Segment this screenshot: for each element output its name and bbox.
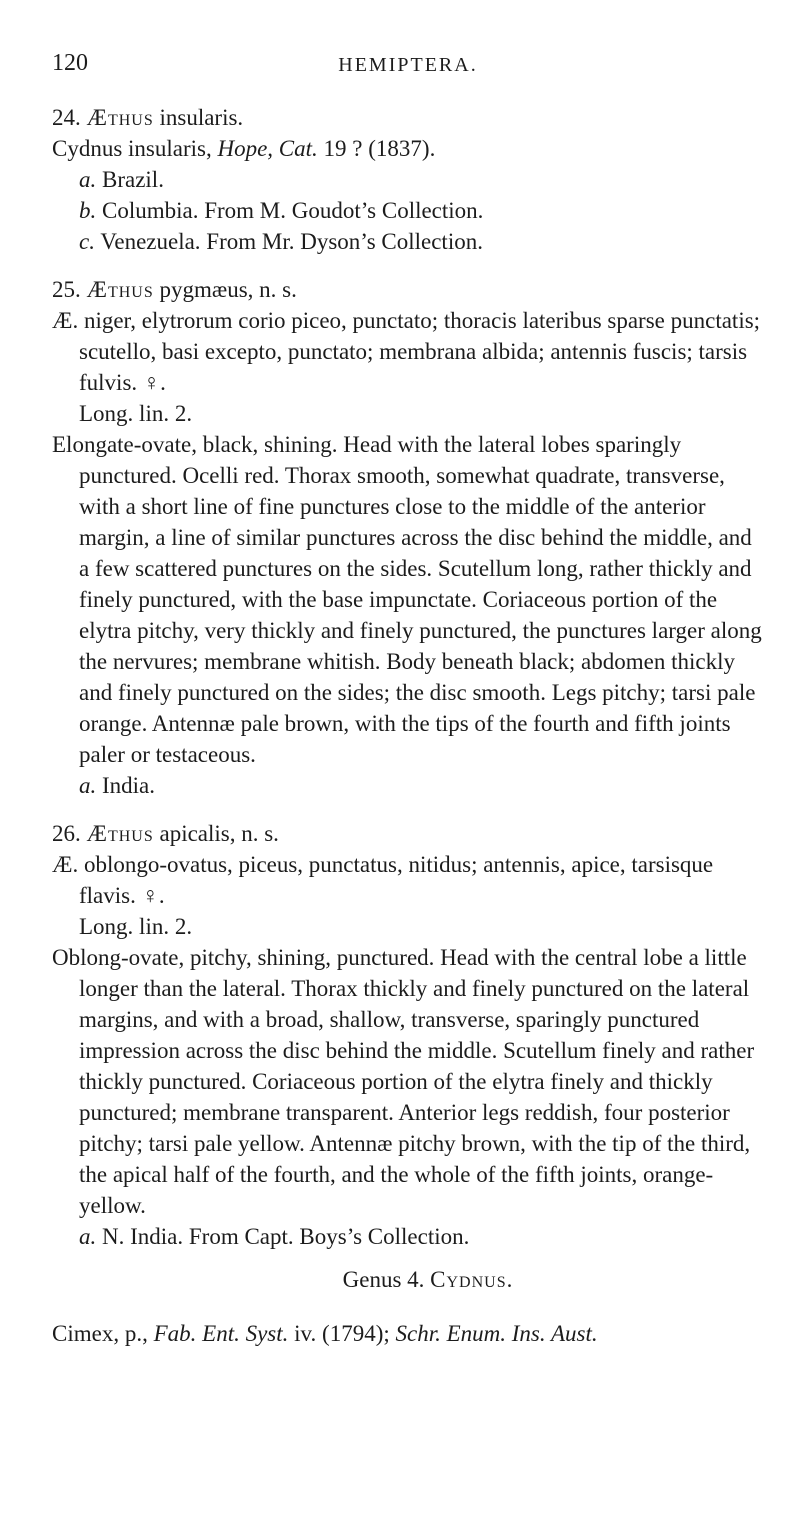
species-entry-26 — [52, 818, 764, 1252]
genus-heading-prefix: Genus 4. — [342, 1267, 425, 1292]
species-name: apicalis, n. s. — [159, 821, 279, 846]
citation-part: Cimex, p., — [52, 1321, 148, 1346]
length-line: Long. lin. 2. — [79, 401, 193, 426]
english-description: Elongate-ovate, black, shining. Head with the lateral lobes sparingly punctured. Ocelli red. Thorax smooth, somewhat quadrate, transverse, with a short line of fine punctures close to the middle of the anterior margin, a line of similar punctures across the disc behind the middle, and a few scattered punctures on the sides. Scutellum long, rather thickly and finely punctured, with the base impunctate. Coriaceous portion of the elytra pitchy, very thickly and finely punctured, the punctures larger along the nervures; membrane whitish. Body beneath black; abdomen thickly and finely punctured on the sides; the disc smooth. Legs pitchy; tarsi pale orange. Antennæ pale brown, with the tips of the fourth and fifth joints paler or testaceous. — [52, 432, 762, 767]
species-name: pygmæus, n. s. — [159, 277, 297, 302]
locality — [52, 195, 764, 226]
page — [52, 48, 764, 1349]
english-description: Oblong-ovate, pitchy, shining, punctured. Head with the central lobe a little longer than the lateral. Thorax thickly and finely punctured on the lateral margins, and with a broad, shallow, transverse, sparingly punctured impression across the disc behind the middle. Scutellum finely and rather thickly punctured. Coriaceous portion of the elytra finely and thickly punctured; membrane transparent. Anterior legs reddish, four posterior pitchy; tarsi pale yellow. Antennæ pitchy brown, with the tip of the third, the apical half of the fourth, and the whole of the fifth joints, orange-yellow. — [52, 945, 755, 1218]
species-entry-25 — [52, 274, 764, 801]
locality-letter: a. — [79, 773, 97, 798]
page-number: 120 — [52, 50, 88, 76]
species-entry-24 — [52, 102, 764, 257]
locality-letter: a. — [79, 167, 97, 192]
synonym-name: Cydnus insularis, — [52, 136, 212, 161]
species-heading — [52, 818, 764, 849]
genus-name: Æthus — [86, 105, 154, 130]
citation-work: Schr. Enum. Ins. Aust. — [395, 1321, 598, 1346]
species-heading — [52, 102, 764, 133]
locality — [52, 164, 764, 195]
locality-text: India. — [102, 773, 156, 798]
locality-text: Brazil. — [102, 167, 164, 192]
running-title: HEMIPTERA. — [338, 54, 478, 76]
synonym-line — [52, 133, 764, 164]
citation-work: Fab. Ent. Syst. — [153, 1321, 289, 1346]
genus-heading-name: Cydnus. — [430, 1267, 514, 1292]
species-name: insularis. — [159, 105, 244, 130]
synonym-ref: 19 ? (1837). — [323, 136, 436, 161]
citation-part: iv. (1794); — [294, 1321, 390, 1346]
synonym-author: Hope, Cat. — [217, 136, 318, 161]
locality-text: Columbia. From M. Goudot’s Collection. — [102, 198, 484, 223]
genus-name: Æthus — [86, 277, 154, 302]
entry-number: 26. — [52, 821, 81, 846]
entry-number: 24. — [52, 105, 81, 130]
latin-diagnosis: Æ. niger, elytrorum corio piceo, punctato; thoracis lateribus sparse punctatis; scutello, basi excepto, punctato; membrana albida; antennis fuscis; tarsis fulvis. ♀. — [52, 308, 761, 395]
locality-letter: a. — [79, 1224, 97, 1249]
page-header — [52, 48, 764, 88]
genus-citation — [52, 1318, 764, 1349]
entry-number: 25. — [52, 277, 81, 302]
genus-heading — [92, 1264, 764, 1295]
genus-name: Æthus — [86, 821, 154, 846]
locality — [52, 226, 764, 257]
locality-letter: b. — [79, 198, 97, 223]
locality-letter: c. — [79, 229, 95, 254]
locality-text: N. India. From Capt. Boys’s Collection. — [102, 1224, 470, 1249]
length-line: Long. lin. 2. — [79, 914, 193, 939]
locality-text: Venezuela. From Mr. Dyson’s Collection. — [100, 229, 483, 254]
locality — [52, 770, 764, 801]
species-heading — [52, 274, 764, 305]
latin-diagnosis: Æ. oblongo-ovatus, piceus, punctatus, nitidus; antennis, apice, tarsisque flavis. ♀. — [52, 852, 714, 908]
locality — [52, 1221, 764, 1252]
